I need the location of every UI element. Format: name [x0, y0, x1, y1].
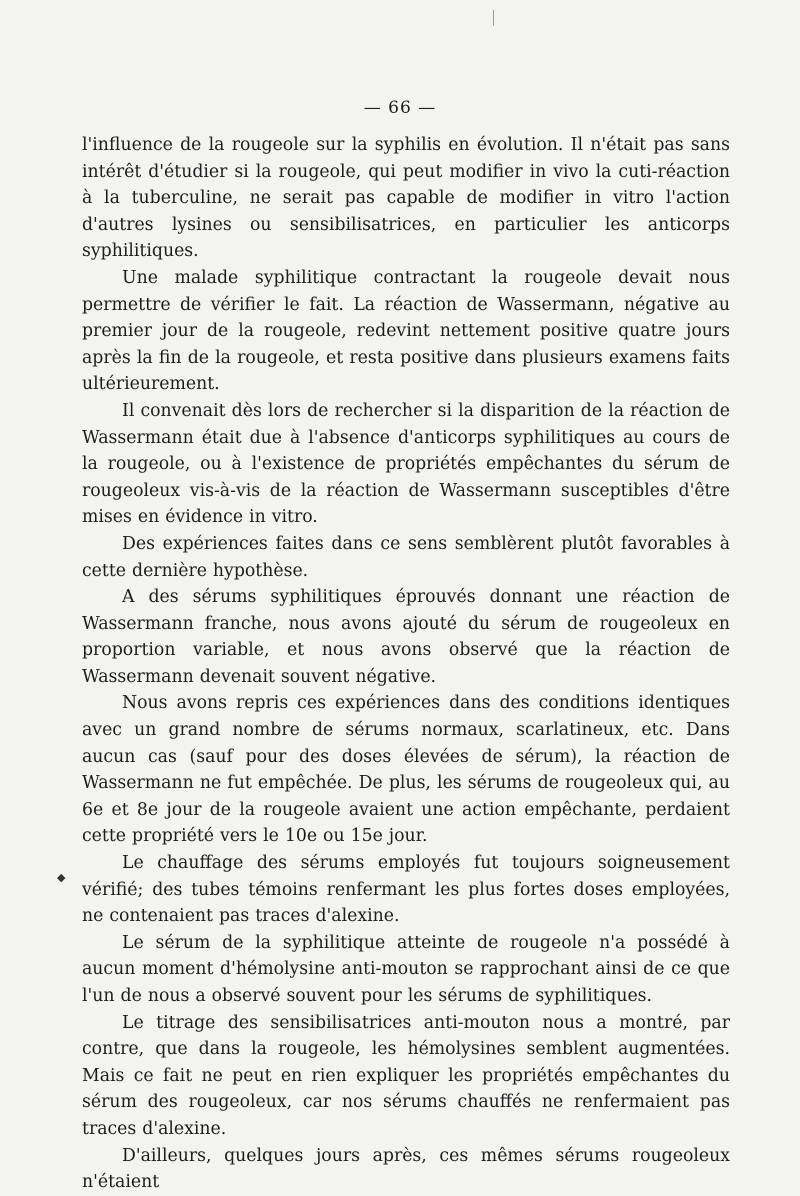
- paragraph-8: Le sérum de la syphilitique atteinte de rougeole n'a possédé à aucun moment d'hémolysine anti-mouton se rapprochant ainsi de ce que l'un de nous a observé souvent pour les sérums de syphilitiques.: [82, 932, 730, 1006]
- paragraph-9: Le titrage des sensibilisatrices anti-mouton nous a montré, par contre, que dans la rougeole, les hémolysines semblent augmentées. Mais ce fait ne peut en rien expliquer les propriétés empêchantes du sérum des rougeoleux, car nos sérums chauffés ne renfermaient pas traces d'alexine.: [82, 1012, 730, 1139]
- paragraph-4: Des expériences faites dans ce sens semblèrent plutôt favorables à cette dernière hypothèse.: [82, 533, 730, 581]
- paragraph-3: Il convenait dès lors de rechercher si la disparition de la réaction de Wassermann était due à l'absence d'anticorps syphilitiques au cours de la rougeole, ou à l'existence de propriétés empêchantes du sérum de rougeoleux vis-à-vis de la réaction de Wassermann susceptibles d'être mises en évidence in vitro.: [82, 400, 730, 528]
- paragraph-10: D'ailleurs, quelques jours après, ces mêmes sérums rougeoleux n'étaient: [82, 1145, 730, 1193]
- paragraph-6: Nous avons repris ces expériences dans des conditions identiques avec un grand nombre de sérums normaux, scarlatineux, etc. Dans aucun cas (sauf pour des doses élevées de sérum), la réaction de Wassermann ne fut empêchée. De plus, les sérums de rougeoleux qui, au 6e et 8e jour de la rougeole avaient une action empêchante, perdaient cette propriété vers le 10e ou 15e jour.: [82, 693, 730, 847]
- paragraph-7: Le chauffage des sérums employés fut toujours soigneusement vérifié; des tubes témoins renfermant les plus fortes doses employées, ne contenaient pas traces d'alexine.: [82, 853, 730, 927]
- page-edge-mark: [493, 10, 494, 26]
- paragraph-5: A des sérums syphilitiques éprouvés donnant une réaction de Wassermann franche, nous avons ajouté du sérum de rougeoleux en proportion variable, et nous avons observé que la réaction de Wassermann devenait souvent négative.: [82, 587, 730, 687]
- paragraph-1: l'influence de la rougeole sur la syphilis en évolution. Il n'était pas sans intérêt d'étudier si la rougeole, qui peut modifier in vivo la cuti-réaction à la tuberculine, ne serait pas capable de modifier in vitro l'action d'autres lysines ou sensibilisatrices, en particulier les anticorps syphilitiques.: [82, 135, 730, 262]
- margin-dot-icon: ◆: [57, 871, 66, 884]
- body-text: [82, 132, 730, 1196]
- page-number: — 66 —: [363, 98, 437, 118]
- paragraph-2: Une malade syphilitique contractant la rougeole devait nous permettre de vérifier le fait. La réaction de Wassermann, négative au premier jour de la rougeole, redevint nettement positive quatre jours après la fin de la rougeole, et resta positive dans plusieurs examens faits ultérieurement.: [82, 267, 730, 395]
